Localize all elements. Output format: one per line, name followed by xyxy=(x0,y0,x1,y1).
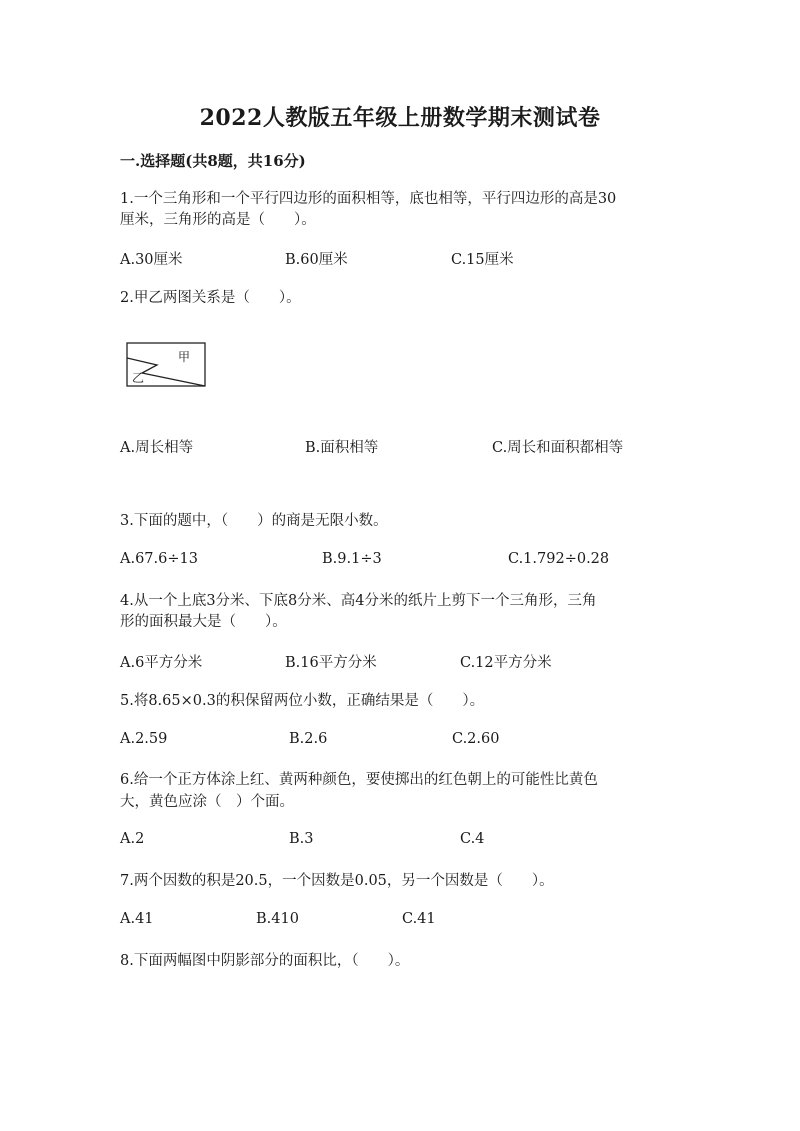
question-7-option-a: A.41 xyxy=(120,911,154,927)
question-8-line-1: 8.下面两幅图中阴影部分的面积比，（ ）。 xyxy=(120,953,410,969)
question-1-line-2: 厘米，三角形的高是（ ）。 xyxy=(120,212,316,228)
question-2-figure xyxy=(126,342,208,388)
question-4-line-2: 形的面积最大是（ ）。 xyxy=(120,614,287,630)
section-heading: 一.选择题(共8题，共16分) xyxy=(120,152,306,170)
question-6-option-b: B.3 xyxy=(289,831,314,847)
question-3-line-1: 3.下面的题中，（ ）的商是无限小数。 xyxy=(120,513,388,529)
question-4-option-c: C.12平方分米 xyxy=(460,655,552,671)
question-7-option-b: B.410 xyxy=(256,911,299,927)
question-4-option-b: B.16平方分米 xyxy=(285,655,377,671)
question-7-line-1: 7.两个因数的积是20.5，一个因数是0.05，另一个因数是（ ）。 xyxy=(120,873,554,889)
question-2-option-b: B.面积相等 xyxy=(305,440,379,456)
question-3-option-a: A.67.6÷13 xyxy=(120,551,198,567)
question-1-line-1: 1.一个三角形和一个平行四边形的面积相等，底也相等，平行四边形的高是30 xyxy=(120,191,617,207)
question-5-option-a: A.2.59 xyxy=(120,731,168,747)
question-2-line-1: 2.甲乙两图关系是（ ）。 xyxy=(120,290,301,306)
figure-label-yi: 乙 xyxy=(132,371,145,385)
question-5-line-1: 5.将8.65×0.3的积保留两位小数，正确结果是（ ）。 xyxy=(120,693,485,709)
question-6-option-a: A.2 xyxy=(120,831,145,847)
question-6-line-2: 大，黄色应涂（ ）个面。 xyxy=(120,794,294,810)
question-1-option-b: B.60厘米 xyxy=(285,252,348,268)
question-6-option-c: C.4 xyxy=(460,831,485,847)
question-7-option-c: C.41 xyxy=(402,911,436,927)
question-3-option-c: C.1.792÷0.28 xyxy=(508,551,610,567)
page-title: 2022人教版五年级上册数学期末测试卷 xyxy=(199,105,601,131)
question-4-line-1: 4.从一个上底3分米、下底8分米、高4分米的纸片上剪下一个三角形，三角 xyxy=(120,593,597,609)
question-4-option-a: A.6平方分米 xyxy=(120,655,203,671)
figure-label-jia: 甲 xyxy=(178,350,191,364)
question-6-line-1: 6.给一个正方体涂上红、黄两种颜色，要使掷出的红色朝上的可能性比黄色 xyxy=(120,772,598,788)
question-1-option-c: C.15厘米 xyxy=(451,252,514,268)
question-3-option-b: B.9.1÷3 xyxy=(322,551,382,567)
question-2-option-c: C.周长和面积都相等 xyxy=(492,440,624,456)
question-2-option-a: A.周长相等 xyxy=(120,440,194,456)
question-5-option-c: C.2.60 xyxy=(452,731,500,747)
question-5-option-b: B.2.6 xyxy=(289,731,328,747)
question-1-option-a: A.30厘米 xyxy=(120,252,183,268)
